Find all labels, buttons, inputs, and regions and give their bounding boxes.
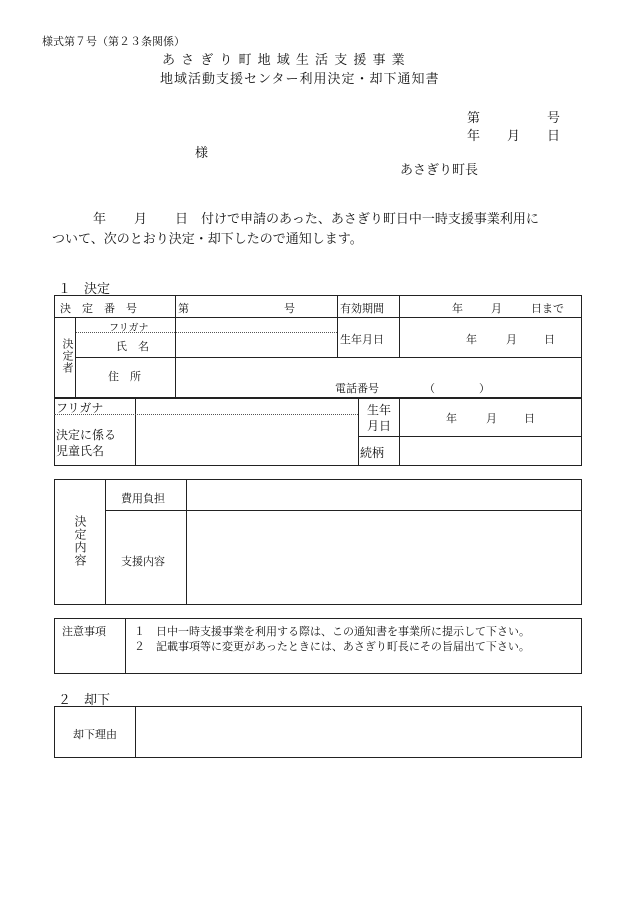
phone-label: 電話番号: [335, 382, 379, 395]
decided-person-label: 決定者: [61, 338, 74, 374]
child-birth-label-2: 月日: [367, 419, 392, 433]
form-number: 様式第７号（第２３条関係）: [42, 35, 185, 48]
phone-paren: （ ）: [424, 382, 490, 395]
birthdate-label: 生年月日: [340, 333, 384, 346]
body-day: 日: [175, 212, 189, 227]
child-birth-day: 日: [524, 412, 535, 425]
birth-year: 年: [466, 333, 477, 346]
notes-item-2: ２ 記載事項等に変更があったときには、あさぎり町長にその旨届出て下さい。: [134, 640, 530, 653]
child-name-label-2: 児童氏名: [56, 444, 105, 458]
child-name-label-1: 決定に係る: [56, 428, 117, 442]
cost-label: 費用負担: [121, 492, 165, 505]
addressee-suffix: 様: [195, 146, 209, 161]
child-birth-year: 年: [446, 412, 457, 425]
rejection-reason-label: 却下理由: [73, 728, 117, 741]
validity-month: 月: [491, 302, 502, 315]
decision-number-label: 決 定 番 号: [60, 302, 137, 315]
body-month: 月: [134, 212, 148, 227]
decision-content-label: 決定内容: [73, 515, 87, 567]
date-month: 月: [507, 129, 521, 144]
date-year: 年: [467, 129, 481, 144]
validity-label: 有効期間: [340, 302, 384, 315]
date-day: 日: [547, 129, 561, 144]
furigana-label: フリガナ: [109, 323, 149, 334]
child-birth-label-1: 生年: [367, 403, 392, 417]
number-dai: 第: [467, 111, 481, 126]
relation-label: 続柄: [360, 446, 385, 460]
validity-until: 日まで: [531, 302, 564, 315]
section-1-heading: １ 決定: [58, 282, 111, 297]
name-label: 氏 名: [116, 340, 149, 353]
child-birth-month: 月: [486, 412, 497, 425]
child-table: [54, 398, 582, 466]
body-line-2: ついて、次のとおり決定・却下したので通知します。: [52, 232, 363, 247]
support-label: 支援内容: [121, 555, 165, 568]
notes-item-1: １ 日中一時支援事業を利用する際は、この通知書を事業所に提示して下さい。: [134, 625, 530, 638]
decision-number-go: 号: [284, 302, 295, 315]
rejection-box: [54, 706, 582, 758]
address-label: 住 所: [108, 370, 141, 383]
birth-month: 月: [506, 333, 517, 346]
number-go: 号: [547, 111, 561, 126]
body-year: 年: [93, 212, 107, 227]
title-line-1: あ さ ぎ り 町 地 域 生 活 支 援 事 業: [162, 53, 406, 68]
title-line-2: 地域活動支援センター利用決定・却下通知書: [160, 72, 440, 87]
child-furigana-label: フリガナ: [56, 401, 104, 415]
section-2-heading: ２ 却下: [58, 693, 111, 708]
notes-label: 注意事項: [62, 625, 106, 638]
body-line-1: 付けで申請のあった、あさぎり町日中一時支援事業利用に: [201, 212, 539, 227]
validity-year: 年: [452, 302, 463, 315]
decision-number-dai: 第: [178, 302, 189, 315]
birth-day: 日: [544, 333, 555, 346]
issuer: あさぎり町長: [400, 163, 479, 178]
